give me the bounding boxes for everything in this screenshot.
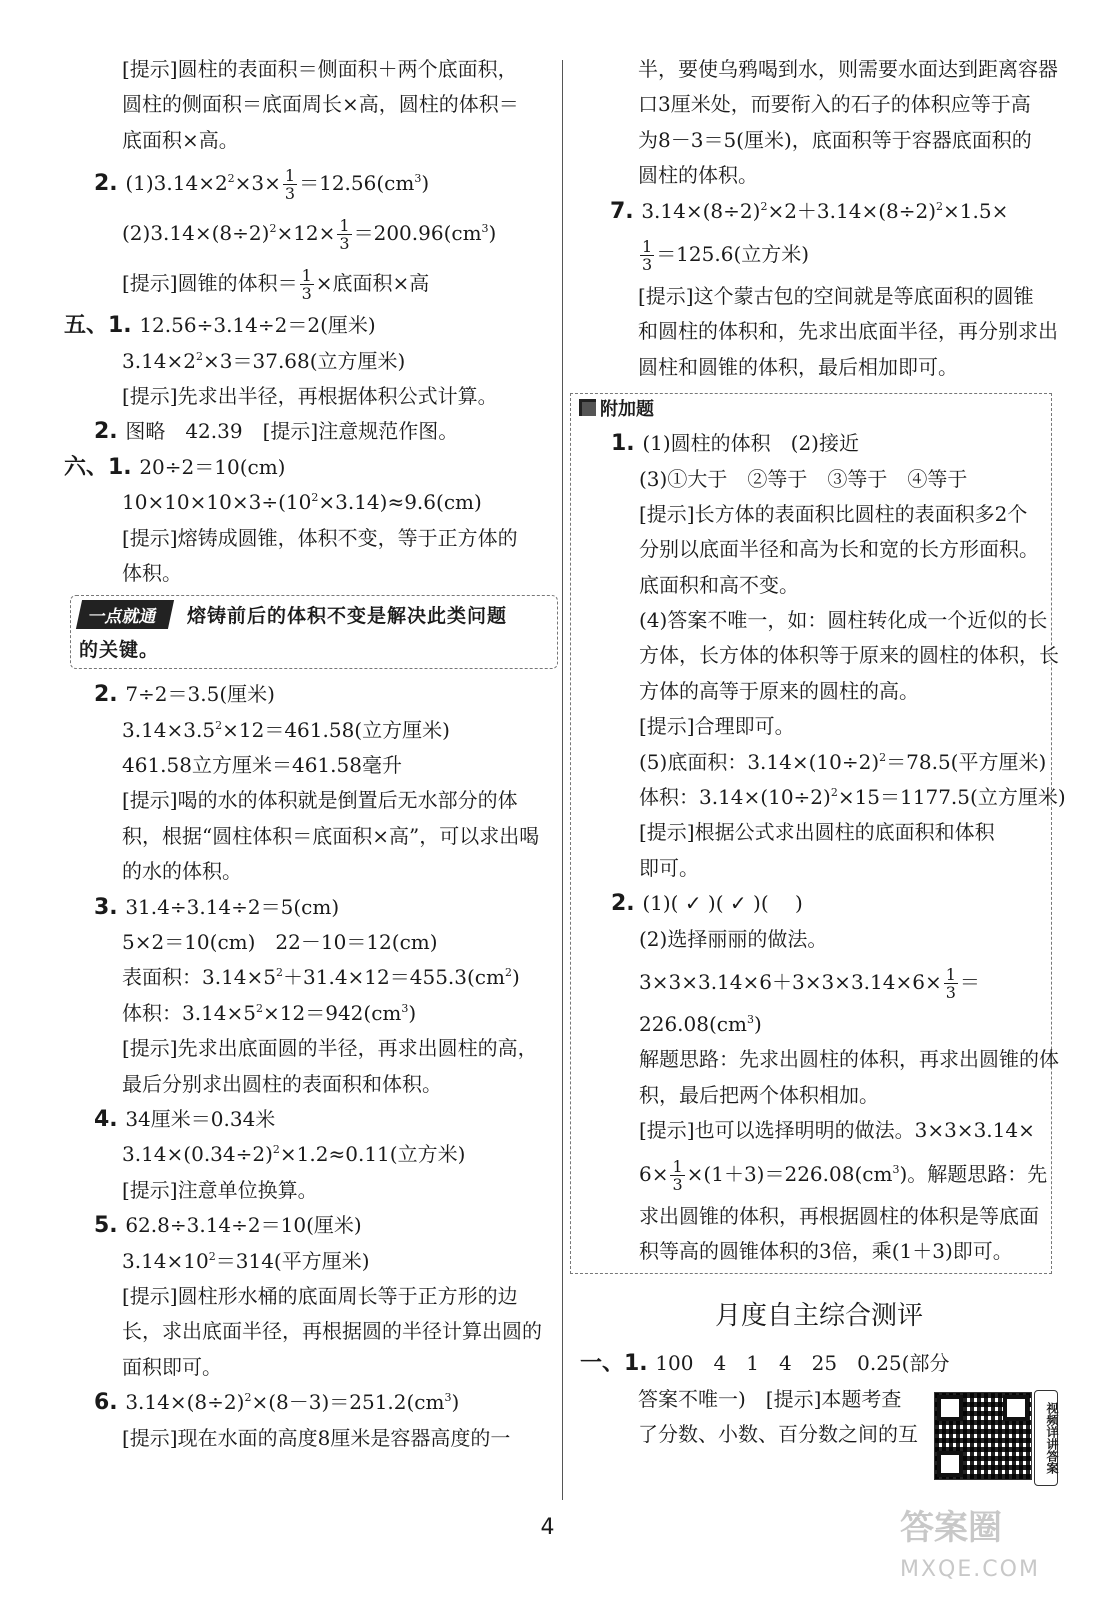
answer-text: 20÷2＝10(cm) <box>139 454 286 479</box>
answer-line <box>579 1234 1051 1269</box>
answer-text: (4)答案不唯一，如：圆柱转化成一个近似的长 <box>639 608 1048 633</box>
answer-text: [提示]长方体的表面积比圆柱的表面积多2个 <box>639 501 1028 526</box>
tip-box <box>70 595 558 669</box>
answer-text: 半，要使乌鸦喝到水，则需要水面达到距离容器 <box>638 57 1058 81</box>
bonus-title: 附加题 <box>600 399 654 421</box>
question-number: 一、1. <box>580 1351 656 1377</box>
answer-line <box>62 819 550 854</box>
answer-line <box>579 426 1051 461</box>
question-number: 2. <box>94 419 126 445</box>
right-column <box>578 52 1066 1453</box>
right-answers <box>578 52 1060 385</box>
answer-line <box>62 1350 550 1385</box>
page-number: 4 <box>540 1515 555 1540</box>
qr-label: 视频详讲答案 <box>1034 1390 1058 1486</box>
answer-line <box>62 379 550 414</box>
bonus-icon <box>579 399 596 416</box>
bonus-section <box>570 393 1066 1274</box>
answer-text: [提示]先求出半径，再根据体积公式计算。 <box>122 383 498 408</box>
answer-line <box>578 350 1060 385</box>
tip-text: 熔铸前后的体积不变是解决此类问题 <box>187 605 508 628</box>
answer-line <box>579 1199 1051 1234</box>
answer-text: (5)底面积：$3.14\times(10\div 2)^2=78.5$(平方厘米) <box>639 749 1047 774</box>
answer-text: 34厘米＝0.34米 <box>125 1106 276 1131</box>
answer-text: (3)①大于 ②等于 ③等于 ④等于 <box>639 466 968 491</box>
answer-text: 3×3×3.14×6＋3×3×3.14×6× $\frac{1}{3}$ ＝ <box>639 964 980 1002</box>
answer-text: (1)( ✓ )( ✓ )( ) <box>642 891 803 916</box>
left-column <box>62 52 550 1456</box>
answer-text: [提示]也可以选择明明的做法。3×3×3.14× <box>639 1118 1035 1143</box>
answer-text: (1)圆柱的体积 (2)接近 <box>642 431 859 456</box>
answer-line <box>579 886 1051 921</box>
answer-line <box>579 922 1051 957</box>
answer-line <box>579 957 1051 1007</box>
question-number: 6. <box>94 1390 126 1416</box>
answer-line <box>579 497 1051 532</box>
answer-line <box>62 1244 550 1279</box>
answer-text: [提示]现在水面的高度8厘米是容器高度的一 <box>122 1425 511 1450</box>
answer-line <box>579 709 1051 744</box>
question-number: 1. <box>611 431 643 457</box>
answer-line <box>579 568 1051 603</box>
answer-text: 体积：$3.14\times(10\div 2)^2\times 15=1177.5$(立方厘米) <box>639 785 1066 810</box>
question-number: 7. <box>610 198 642 224</box>
answer-line <box>578 229 1060 279</box>
question-number: 2. <box>611 891 643 917</box>
watermark <box>900 1500 1040 1582</box>
answer-line <box>578 1346 1060 1381</box>
question-number: 五、1. <box>64 313 140 339</box>
answer-text: 最后分别求出圆柱的表面积和体积。 <box>122 1071 442 1096</box>
answer-line <box>62 1102 550 1137</box>
answer-text: 12.56÷3.14÷2＝2(厘米) <box>139 313 376 338</box>
answer-text: $3.14\times 2^2\times 3=37.68$(立方厘米) <box>122 348 406 373</box>
answer-text: 体积：$3.14\times 5^2\times 12=942(cm^3)$ <box>122 1000 417 1025</box>
answer-line <box>62 485 550 520</box>
answer-line <box>579 815 1051 850</box>
answer-line <box>579 638 1059 673</box>
answer-line <box>62 208 550 258</box>
answer-text: 体积。 <box>122 560 182 585</box>
answer-text: $(1)3.14\times 2^2\times 3\times$ $\frac{1}{3}$ $=12.56(cm^3)$ <box>125 166 430 204</box>
question-number: 六、1. <box>64 454 140 480</box>
answer-text: 100 4 1 4 25 0.25(部分 <box>655 1351 950 1376</box>
answer-line <box>578 158 1060 193</box>
answer-line <box>62 1173 550 1208</box>
answer-text: 答案不唯一) [提示]本题考查 <box>638 1386 902 1411</box>
question-number: 5. <box>94 1213 126 1239</box>
answer-line <box>62 925 550 960</box>
answer-line <box>579 603 1051 638</box>
bonus-header <box>579 394 1051 426</box>
answer-line <box>62 1421 550 1456</box>
fraction-one-third: $\frac{1}{3}$ <box>339 216 350 254</box>
answer-line <box>62 158 550 208</box>
watermark-url: MXQE.COM <box>900 1557 1040 1582</box>
answer-text: [提示]喝的水的体积就是倒置后无水部分的体 <box>122 788 518 813</box>
answer-text: 和圆柱的体积和，先求出底面半径，再分别求出 <box>638 319 1058 344</box>
tip-text-continued: 的关键。 <box>79 639 160 662</box>
answer-line <box>62 521 550 556</box>
answer-line <box>579 1007 1051 1042</box>
answer-text: [提示]熔铸成圆锥，体积不变，等于正方体的 <box>122 525 518 550</box>
answer-text: $3.14\times 3.5^2\times 12=461.58$(立方厘米) <box>122 717 450 742</box>
answer-text: $10\times 10\times 10\times 3\div(10^2\times 3.14)\approx 9.6(cm)$ <box>122 490 482 515</box>
answer-line <box>62 748 550 783</box>
answer-text: $3.14\times(8\div 2)^2\times(8-3)=251.2(cm^3)$ <box>125 1390 460 1415</box>
answer-text: [提示]圆柱形水桶的底面周长等于正方形的边 <box>122 1283 518 1308</box>
qr-finder <box>937 1451 963 1477</box>
question-number: 2. <box>94 682 126 708</box>
answer-text: 了分数、小数、百分数之间的互 <box>638 1422 918 1447</box>
answer-line <box>62 1137 550 1172</box>
answer-text: 圆柱的体积。 <box>638 163 758 188</box>
answer-line <box>578 314 1060 349</box>
answer-line <box>62 87 550 122</box>
answer-line <box>62 960 550 995</box>
answer-line <box>62 123 550 158</box>
fraction-one-third: $\frac{1}{3}$ <box>945 964 956 1002</box>
answer-text: 62.8÷3.14÷2＝10(厘米) <box>125 1213 362 1238</box>
answer-text: 7÷2＝3.5(厘米) <box>125 682 275 707</box>
answer-line <box>579 1149 1051 1199</box>
answer-text: 方体，长方体的体积等于原来的圆柱的体积，长 <box>639 643 1059 668</box>
qr-finder <box>937 1395 963 1421</box>
answer-line <box>62 1067 550 1102</box>
answer-text: 的水的体积。 <box>122 859 242 884</box>
answer-text: 圆柱和圆锥的体积，最后相加即可。 <box>638 354 958 379</box>
answer-text: 圆柱的侧面积＝底面周长×高，圆柱的体积＝ <box>122 92 519 117</box>
answer-text: 分别以底面半径和高为长和宽的长方形面积。 <box>639 537 1039 562</box>
answer-line <box>579 462 1051 497</box>
tip-badge: 一点就通 <box>76 600 174 629</box>
answer-line <box>579 745 1051 780</box>
answer-text: $\frac{1}{3}$ ＝125.6(立方米) <box>642 236 810 274</box>
answer-line <box>62 713 550 748</box>
column-divider <box>562 60 563 1500</box>
answer-line <box>62 308 550 343</box>
answer-text: 积等高的圆锥体积的3倍，乘(1＋3)即可。 <box>639 1238 1013 1263</box>
answer-line <box>62 783 550 818</box>
fraction-one-third: $\frac{1}{3}$ <box>284 166 296 204</box>
answer-line <box>62 344 550 379</box>
answer-text: 积，最后把两个体积相加。 <box>639 1082 879 1107</box>
fraction-one-third: $\frac{1}{3}$ <box>301 266 312 304</box>
answer-line <box>62 1208 550 1243</box>
answer-text: $(2)3.14\times(8\div 2)^2\times 12\times$ $\frac{1}{3}$ $=200.96(cm^3)$ <box>122 216 497 254</box>
answer-line <box>579 532 1051 567</box>
answer-line <box>578 123 1060 158</box>
answer-line <box>62 1031 550 1066</box>
answer-line <box>62 854 550 889</box>
answer-line <box>579 1078 1051 1113</box>
answer-text: 解题思路：先求出圆柱的体积，再求出圆锥的体 <box>639 1047 1059 1072</box>
left-answers-part1 <box>62 52 550 591</box>
answer-text: 6× $\frac{1}{3}$ $\times(1+3)=226.08(cm^3)$。解题思路：先 <box>639 1156 1048 1194</box>
answer-text: 31.4÷3.14÷2＝5(cm) <box>125 894 340 919</box>
answer-text: 积，根据“圆柱体积＝底面积×高”，可以求出喝 <box>122 823 540 848</box>
answer-text: [提示]合理即可。 <box>639 714 795 739</box>
question-number: 3. <box>94 894 126 920</box>
left-answers-part2 <box>62 677 550 1456</box>
watermark-logo: 答案圈 <box>900 1508 1002 1548</box>
answer-text: 口3厘米处，而要衔入的石子的体积应等于高 <box>638 92 1031 117</box>
answer-line <box>578 279 1060 314</box>
answer-line <box>62 890 550 925</box>
qr-code-icon[interactable] <box>934 1392 1032 1480</box>
answer-text: 求出圆锥的体积，再根据圆柱的体积是等底面 <box>639 1203 1039 1228</box>
qr-finder <box>1003 1395 1029 1421</box>
answer-text: [提示]根据公式求出圆柱的底面积和体积 <box>639 820 995 845</box>
fraction-one-third: $\frac{1}{3}$ <box>672 1156 683 1194</box>
answer-line <box>62 1279 550 1314</box>
answer-text: $3.14\times(0.34\div 2)^2\times 1.2\approx 0.11$(立方米) <box>122 1142 466 1167</box>
answer-text: 即可。 <box>639 855 699 880</box>
question-number: 4. <box>94 1106 126 1132</box>
answer-line <box>578 87 1060 122</box>
answer-text: 长，求出底面半径，再根据圆的半径计算出圆的 <box>122 1319 542 1344</box>
answer-text: [提示]注意单位换算。 <box>122 1177 318 1202</box>
answer-line <box>62 52 550 87</box>
answer-text: [提示]圆柱的表面积＝侧面积＋两个底面积， <box>122 57 518 81</box>
answer-line <box>62 1385 550 1420</box>
bonus-answers <box>579 426 1066 1269</box>
answer-line <box>578 52 1060 87</box>
answer-text: $3.14\times(8\div 2)^2\times 2+3.14\times(8\div 2)^2\times 1.5\times$ <box>641 198 1009 223</box>
section-title: 月度自主综合测评 <box>714 1301 923 1332</box>
question-number: 2. <box>94 171 126 197</box>
answer-text: [提示]这个蒙古包的空间就是等底面积的圆锥 <box>638 283 1034 308</box>
answer-text: 表面积：$3.14\times 5^2+31.4\times 12=455.3(cm^2)$ <box>122 965 520 990</box>
answer-text: 底面积×高。 <box>122 127 239 152</box>
answer-text: 面积即可。 <box>122 1354 222 1379</box>
answer-line <box>62 450 550 485</box>
answer-line <box>62 1314 550 1349</box>
answer-text: 461.58立方厘米＝461.58毫升 <box>122 753 402 778</box>
answer-line <box>579 1113 1051 1148</box>
answer-line <box>62 414 550 449</box>
answer-line <box>579 674 1051 709</box>
fraction-one-third: $\frac{1}{3}$ <box>642 236 653 274</box>
answer-line <box>579 851 1051 886</box>
answer-text: $226.08(cm^3)$ <box>639 1011 762 1036</box>
answer-text: 图略 42.39 [提示]注意规范作图。 <box>125 419 459 444</box>
answer-line <box>62 677 550 712</box>
answer-text: (2)选择丽丽的做法。 <box>639 926 828 951</box>
answer-line <box>579 780 1066 815</box>
answer-text: [提示]先求出底面圆的半径，再求出圆柱的高， <box>122 1036 538 1061</box>
answer-text: [提示]圆锥的体积＝ $\frac{1}{3}$ ×底面积×高 <box>122 266 430 304</box>
answer-text: 方体的高等于原来的圆柱的高。 <box>639 678 919 703</box>
answer-line <box>62 258 550 308</box>
answer-text: 5×2＝10(cm) 22－10＝12(cm) <box>122 930 438 955</box>
answer-line <box>579 1042 1059 1077</box>
answer-line <box>578 194 1060 229</box>
answer-text: $3.14\times 10^2=314$(平方厘米) <box>122 1248 370 1273</box>
answer-line <box>62 556 550 591</box>
answer-line <box>62 996 550 1031</box>
answer-text: 底面积和高不变。 <box>639 572 799 597</box>
answer-text: 为8－3＝5(厘米)，底面积等于容器底面积的 <box>638 127 1032 152</box>
